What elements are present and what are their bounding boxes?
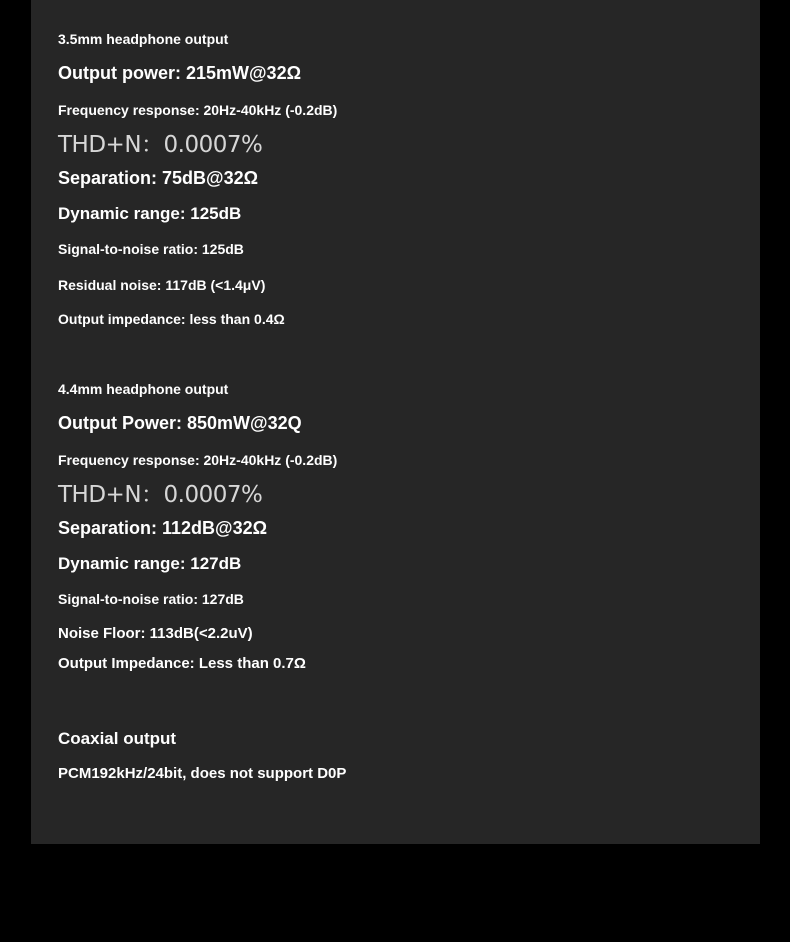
- section-35-frequency-response: Frequency response: 20Hz-40kHz (-0.2dB): [58, 102, 338, 118]
- coaxial-spec: PCM192kHz/24bit, does not support D0P: [58, 765, 347, 782]
- section-35-snr: Signal-to-noise ratio: 125dB: [58, 241, 244, 257]
- section-44-snr: Signal-to-noise ratio: 127dB: [58, 591, 244, 607]
- section-44-output-power: Output Power: 850mW@32Q: [58, 413, 302, 433]
- section-44-heading: 4.4mm headphone output: [58, 381, 229, 397]
- section-44-thd: THD+N：0.0007%: [58, 482, 263, 508]
- section-35-residual-noise: Residual noise: 117dB (<1.4μV): [58, 277, 266, 293]
- section-44-separation: Separation: 112dB@32Ω: [58, 518, 268, 538]
- section-44-noise-floor: Noise Floor: 113dB(<2.2uV): [58, 625, 253, 642]
- section-35-output-impedance: Output impedance: less than 0.4Ω: [58, 311, 285, 327]
- section-44-dynamic-range: Dynamic range: 127dB: [58, 554, 242, 573]
- section-44-frequency-response: Frequency response: 20Hz-40kHz (-0.2dB): [58, 452, 338, 468]
- coaxial-heading: Coaxial output: [58, 729, 177, 748]
- section-35-output-power: Output power: 215mW@32Ω: [58, 63, 302, 83]
- section-35-thd: THD+N：0.0007%: [58, 132, 263, 158]
- section-35-dynamic-range: Dynamic range: 125dB: [58, 204, 242, 223]
- section-44-output-impedance: Output Impedance: Less than 0.7Ω: [58, 655, 306, 672]
- section-35-separation: Separation: 75dB@32Ω: [58, 168, 259, 188]
- section-35-heading: 3.5mm headphone output: [58, 31, 229, 47]
